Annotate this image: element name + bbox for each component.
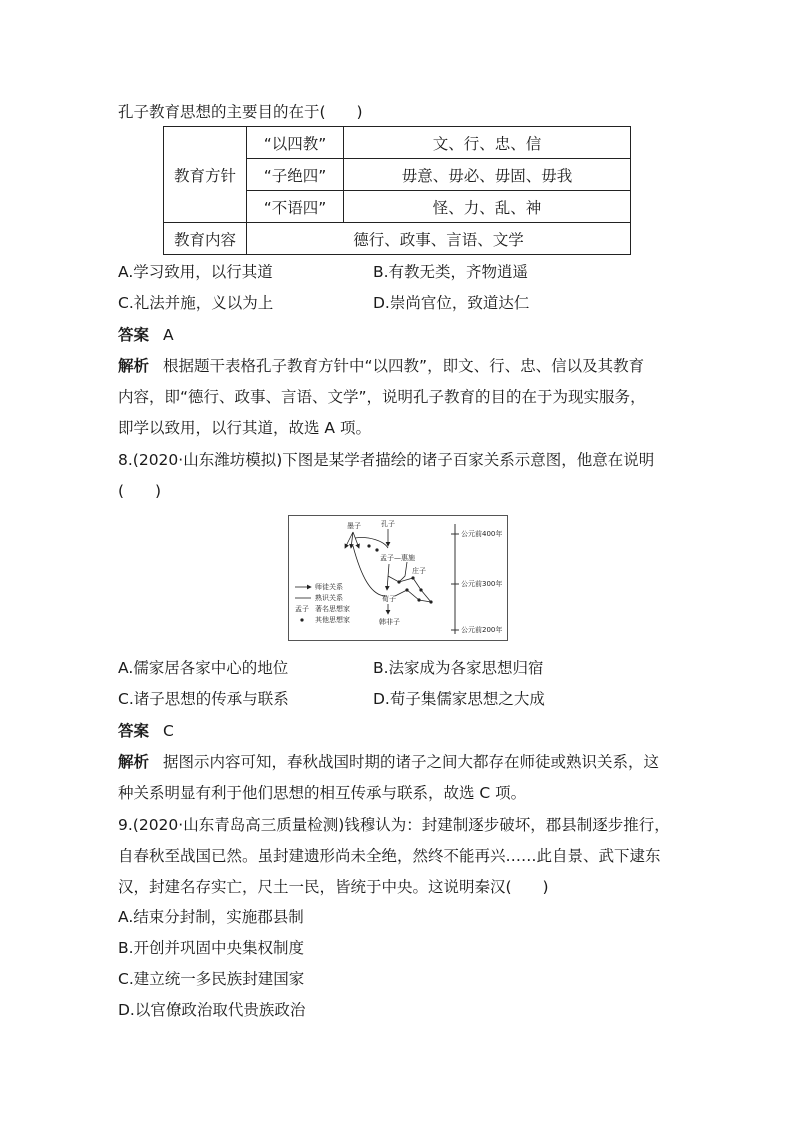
table-content-value: 德行、政事、言语、文学 bbox=[247, 223, 631, 255]
q7-option-b[interactable]: B.有教无类，齐物逍遥 bbox=[373, 263, 529, 281]
label-mengzi-huishi: 孟子—惠施 bbox=[380, 554, 415, 562]
label-zhuangzi: 庄子 bbox=[412, 567, 426, 575]
legend-famous-thinker: 著名思想家 bbox=[315, 605, 350, 613]
q9-stem-line-1: 9.(2020·山东青岛高三质量检测)钱穆认为：封建制逐步破坏，郡县制逐步推行， bbox=[118, 816, 670, 834]
legend-acquaintance: 熟识关系 bbox=[315, 594, 343, 602]
timeline-label-400: 公元前400年 bbox=[461, 530, 503, 538]
q8-answer bbox=[118, 721, 174, 741]
label-kongzi: 孔子 bbox=[381, 520, 395, 528]
q8-stem-line-1: 8.(2020·山东潍坊模拟)下图是某学者描绘的诸子百家关系示意图，他意在说明 bbox=[118, 451, 655, 469]
q8-option-c[interactable]: C.诸子思想的传承与联系 bbox=[118, 690, 289, 708]
thinker-dot bbox=[367, 544, 370, 547]
diagram-svg bbox=[289, 516, 507, 640]
analysis-text: 根据题干表格孔子教育方针中“以四教”，即文、行、忠、信以及其教育 bbox=[163, 357, 645, 375]
q8-analysis-line-2: 种关系明显有利于他们思想的相互传承与联系，故选 C 项。 bbox=[118, 784, 527, 802]
thinker-dot bbox=[417, 598, 420, 601]
relation-arrow bbox=[387, 564, 389, 590]
answer-label: 答案 bbox=[118, 722, 150, 740]
q7-option-d[interactable]: D.崇尚官位，致道达仁 bbox=[373, 294, 530, 312]
q9-stem-line-3: 汉，封建名存实亡，尺土一民，皆统于中央。这说明秦汉( ) bbox=[118, 878, 549, 896]
q9-option-a[interactable]: A.结束分封制，实施郡县制 bbox=[118, 908, 304, 926]
q8-relationship-diagram bbox=[288, 515, 508, 641]
q7-stem: 孔子教育思想的主要目的在于( ) bbox=[118, 103, 363, 121]
label-xunzi: 荀子 bbox=[382, 595, 396, 603]
legend-other-thinker: 其他思想家 bbox=[315, 616, 350, 624]
q8-stem-line-2: ( ) bbox=[118, 482, 162, 500]
thinker-dot bbox=[419, 588, 422, 591]
table-policy-header: 教育方针 bbox=[164, 127, 247, 223]
q7-option-c[interactable]: C.礼法并施，义以为上 bbox=[118, 294, 274, 312]
timeline-label-200: 公元前200年 bbox=[461, 626, 503, 634]
thinker-dot bbox=[405, 588, 408, 591]
answer-label: 答案 bbox=[118, 326, 150, 344]
table-row-content: 毋意、毋必、毋固、毋我 bbox=[344, 159, 631, 191]
q7-analysis-line-2: 内容，即“德行、政事、言语、文学”，说明孔子教育的目的在于为现实服务， bbox=[118, 388, 646, 406]
analysis-text: 据图示内容可知，春秋战国时期的诸子之间大都存在师徒或熟识关系，这 bbox=[163, 753, 660, 771]
label-hanfeizi: 韩非子 bbox=[379, 618, 400, 626]
label-mozi: 墨子 bbox=[347, 522, 361, 530]
legend-dot-sample bbox=[300, 618, 303, 621]
table-content-header: 教育内容 bbox=[164, 223, 247, 255]
q7-education-table bbox=[163, 126, 631, 255]
q9-option-b[interactable]: B.开创并巩固中央集权制度 bbox=[118, 939, 305, 957]
table-row-name: “子绝四” bbox=[247, 159, 344, 191]
table-row-name: “以四教” bbox=[247, 127, 344, 159]
answer-value: A bbox=[163, 326, 174, 344]
q9-stem-line-2: 自春秋至战国已然。虽封建遗形尚未全绝，然终不能再兴……此自景、武下逮东 bbox=[118, 847, 661, 865]
answer-value: C bbox=[163, 722, 174, 740]
table-row-name: “不语四” bbox=[247, 191, 344, 223]
legend-master-disciple: 师徒关系 bbox=[315, 583, 343, 591]
q8-option-a[interactable]: A.儒家居各家中心的地位 bbox=[118, 659, 289, 677]
thinker-dot bbox=[429, 600, 432, 603]
relation-link bbox=[355, 538, 388, 548]
q8-option-b[interactable]: B.法家成为各家思想归宿 bbox=[373, 659, 544, 677]
analysis-label: 解析 bbox=[118, 753, 150, 771]
table-row-content: 文、行、忠、信 bbox=[344, 127, 631, 159]
legend-name-sample: 孟子 bbox=[295, 605, 309, 613]
q9-option-d[interactable]: D.以官僚政治取代贵族政治 bbox=[118, 1001, 306, 1019]
q9-option-c[interactable]: C.建立统一多民族封建国家 bbox=[118, 970, 305, 988]
table-row-content: 怪、力、乱、神 bbox=[344, 191, 631, 223]
thinker-dot bbox=[411, 576, 414, 579]
q7-option-a[interactable]: A.学习致用，以行其道 bbox=[118, 263, 273, 281]
timeline-label-300: 公元前300年 bbox=[461, 580, 503, 588]
thinker-dot bbox=[397, 580, 400, 583]
relation-arrow bbox=[353, 532, 359, 548]
q7-analysis-line-3: 即学以致用，以行其道，故选 A 项。 bbox=[118, 419, 371, 437]
relation-link bbox=[399, 562, 407, 582]
q7-analysis-line-1 bbox=[118, 356, 644, 376]
q7-answer bbox=[118, 325, 174, 345]
q8-analysis-line-1 bbox=[118, 752, 659, 772]
thinker-dot bbox=[375, 548, 378, 551]
analysis-label: 解析 bbox=[118, 357, 150, 375]
q8-option-d[interactable]: D.荀子集儒家思想之大成 bbox=[373, 690, 545, 708]
